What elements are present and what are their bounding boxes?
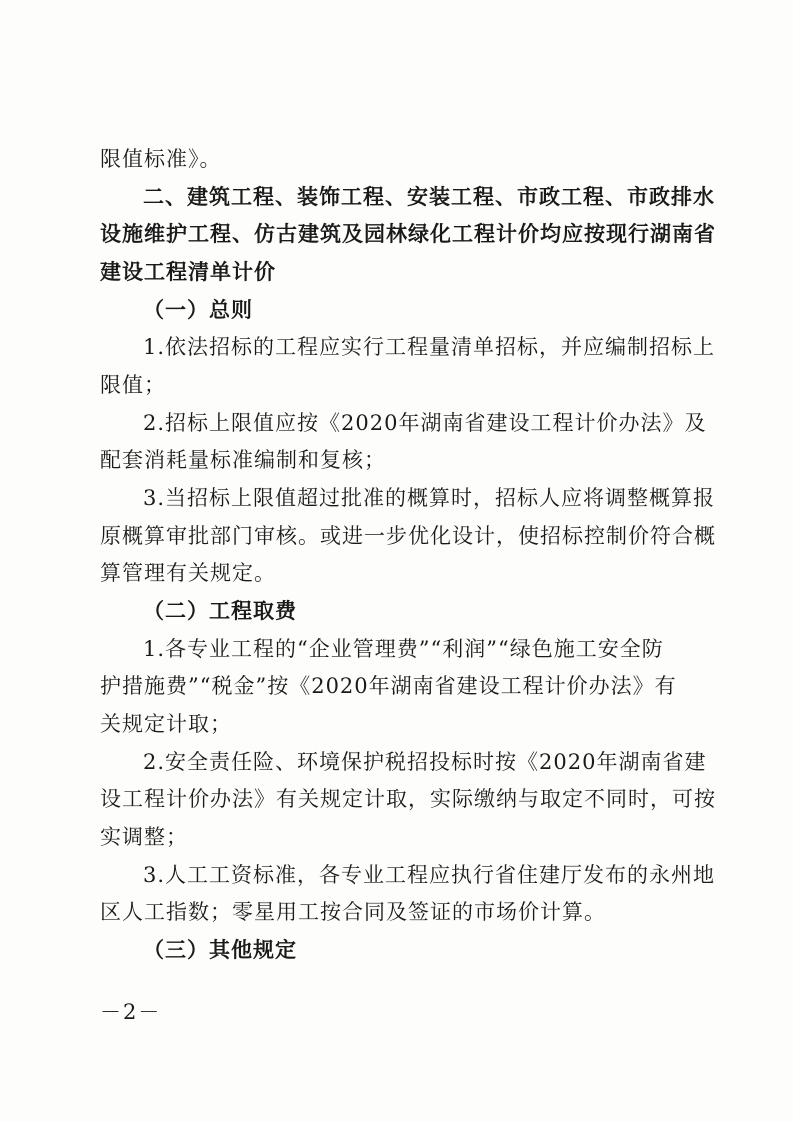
text-line: 护措施费”“税金”按《2020年湖南省建设工程计价办法》有 [100, 674, 677, 698]
text-line: 关规定计取； [100, 712, 232, 736]
text-line: 配套消耗量标准编制和复核； [100, 448, 386, 472]
text-line: 原概算审批部门审核。或进一步优化设计，使招标控制价符合概 [100, 524, 716, 548]
text-line: 限值标准》。 [100, 147, 222, 171]
text-line: 3.当招标上限值超过批准的概算时，招标人应将调整概算报 [143, 486, 716, 510]
page-number: －2－ [100, 1000, 162, 1024]
section-heading: 设施维护工程、仿古建筑及园林绿化工程计价均应按现行湖南省 [100, 221, 716, 246]
text-line: 算管理有关规定。 [100, 561, 276, 585]
text-line: 1.依法招标的工程应实行工程量清单招标，并应编制招标上 [143, 335, 716, 359]
text-line: 区人工指数；零星用工按合同及签证的市场价计算。 [100, 900, 606, 924]
text-line: 实调整； [100, 825, 188, 849]
text-line: 2.招标上限值应按《2020年湖南省建设工程计价办法》及 [143, 411, 707, 435]
subsection-heading: （二）工程取费 [143, 599, 297, 623]
text-line: 3.人工工资标准，各专业工程应执行省住建厅发布的永州地 [143, 863, 716, 887]
text-line: 2.安全责任险、环境保护税招投标时按《2020年湖南省建 [143, 750, 707, 774]
subsection-heading: （一）总则 [143, 298, 253, 322]
text-line: 限值； [100, 373, 166, 397]
section-heading: 二、建筑工程、装饰工程、安装工程、市政工程、市政排水 [143, 184, 715, 209]
section-heading: 建设工程清单计价 [100, 259, 276, 284]
text-line: 1.各专业工程的“企业管理费”“利润”“绿色施工安全防 [143, 637, 664, 661]
subsection-heading: （三）其他规定 [143, 938, 297, 962]
text-line: 设工程计价办法》有关规定计取，实际缴纳与取定不同时，可按 [100, 787, 716, 811]
